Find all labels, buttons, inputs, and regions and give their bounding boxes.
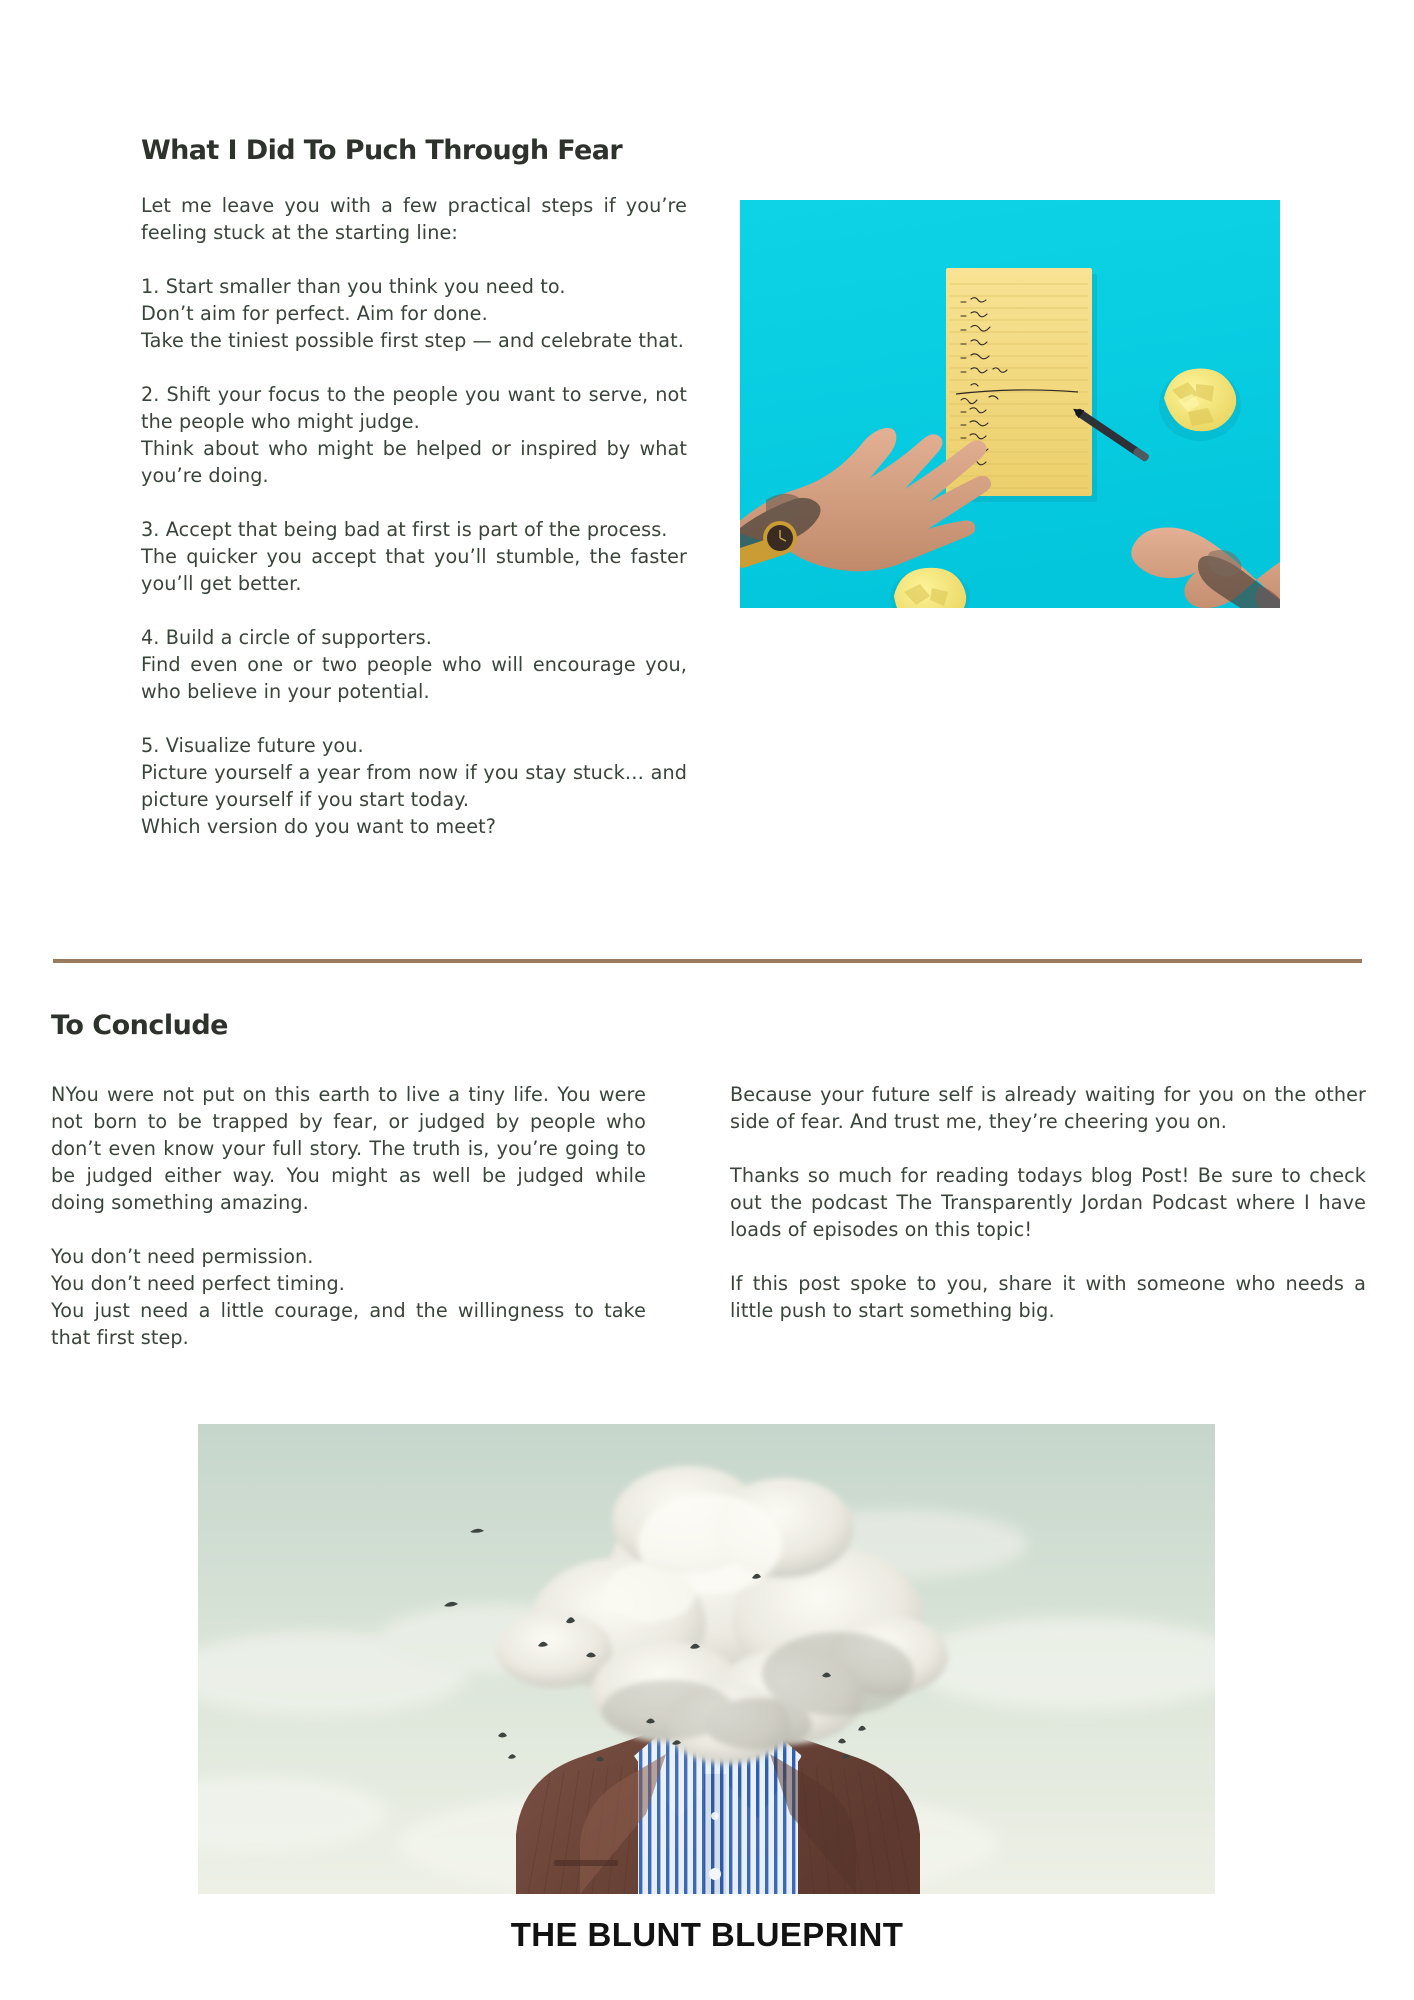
steps-paragraph-2 [141, 381, 687, 489]
paragraph-line: You just need a little courage, and the willingness to take that first step. [51, 1299, 646, 1349]
conclude-paragraph-3 [730, 1081, 1366, 1135]
steps-paragraph-3 [141, 516, 687, 597]
notepad-photo [740, 200, 1280, 608]
conclude-right-column [730, 1081, 1366, 1324]
paragraph-line: You don’t need perfect timing. [51, 1272, 345, 1295]
footer-brand: THE BLUNT BLUEPRINT [510, 1916, 904, 1953]
conclude-paragraph-5 [730, 1270, 1366, 1324]
paragraph-line: You don’t need permission. [51, 1245, 314, 1268]
steps-text-column [141, 136, 687, 840]
conclude-paragraph-4 [730, 1162, 1366, 1243]
section-divider [53, 959, 1362, 963]
paragraph-line: 4. Build a circle of supporters. [141, 625, 432, 649]
paragraph-line: 1. Start smaller than you think you need to. [141, 274, 566, 298]
paragraph-line: NYou were not put on this earth to live a tiny life. You were not born to be trapped by fear, or judged by people who don’t even know your full story. The truth is, you’re going to be judged either way. You might as well be judged while doing something amazing. [51, 1083, 646, 1214]
paragraph-line: Find even one or two people who will encourage you, who believe in your potential. [141, 652, 687, 703]
conclude-heading: To Conclude [51, 1010, 228, 1041]
steps-paragraph-4 [141, 624, 687, 705]
paragraph-line: Which version do you want to meet? [141, 814, 497, 838]
paragraph-line: If this post spoke to you, share it with someone who needs a little push to start something big. [730, 1272, 1366, 1322]
steps-paragraph-5 [141, 732, 687, 840]
paragraph-line: Think about who might be helped or inspired by what you’re doing. [141, 436, 687, 487]
paragraph-line: 3. Accept that being bad at first is part of the process. [141, 517, 668, 541]
paragraph-line: 2. Shift your focus to the people you want to serve, not the people who might judge. [141, 382, 687, 433]
notepad-photo-illustration [740, 200, 1280, 608]
cloud-head-photo [198, 1424, 1215, 1894]
page-title: What I Did To Puch Through Fear [141, 135, 623, 166]
paragraph-line: Take the tiniest possible first step — and celebrate that. [141, 328, 684, 352]
conclude-paragraph-2 [51, 1243, 646, 1351]
cloud-head-illustration [198, 1424, 1215, 1894]
paragraph-line: Thanks so much for reading todays blog Post! Be sure to check out the podcast The Transparently Jordan Podcast where I have loads of episodes on this topic! [730, 1164, 1366, 1241]
steps-paragraph-1 [141, 273, 687, 354]
paragraph-line: Because your future self is already waiting for you on the other side of fear. And trust me, they’re cheering you on. [730, 1083, 1366, 1133]
conclude-left-column [51, 1081, 646, 1351]
paragraph-line: Let me leave you with a few practical steps if you’re feeling stuck at the starting line: [141, 193, 687, 244]
paragraph-line: Don’t aim for perfect. Aim for done. [141, 301, 488, 325]
paragraph-line: The quicker you accept that you’ll stumble, the faster you’ll get better. [141, 544, 687, 595]
steps-paragraph-intro [141, 192, 687, 246]
conclude-paragraph-1 [51, 1081, 646, 1216]
paragraph-line: Picture yourself a year from now if you stay stuck… and picture yourself if you start today. [141, 760, 687, 811]
paragraph-line: 5. Visualize future you. [141, 733, 364, 757]
